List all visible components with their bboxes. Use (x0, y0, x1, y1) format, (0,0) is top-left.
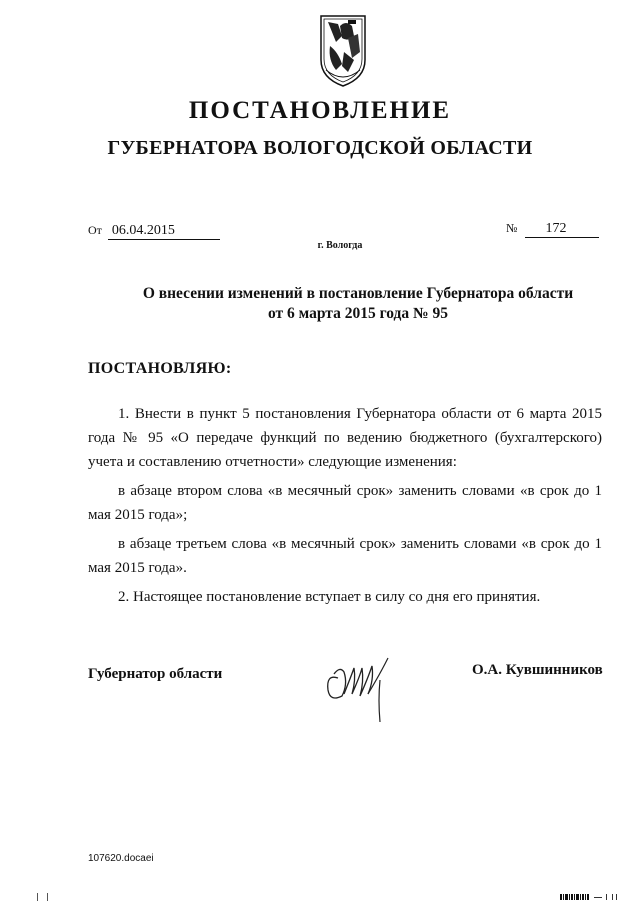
document-subtitle: ГУБЕРНАТОРА ВОЛОГОДСКОЙ ОБЛАСТИ (107, 137, 533, 159)
number-value: 172 (525, 221, 599, 238)
date-prefix: От (88, 223, 102, 237)
date-value: 06.04.2015 (108, 223, 220, 240)
vologda-coat-of-arms-icon (318, 12, 368, 88)
paragraph: в абзаце третьем слова «в месячный срок» заменить словами «в срок до 1 мая 2015 года». (88, 536, 602, 576)
paragraph: 1. Внести в пункт 5 постановления Губернатора области от 6 марта 2015 года № 95 «О передаче функций по ведению бюджетного (бухгалтерского) учета и составлению отчетности» следующие изменения: (88, 406, 602, 470)
scan-marks-icon (36, 892, 56, 902)
handwritten-signature-icon (318, 644, 400, 724)
document-heading (0, 284, 640, 324)
city-label: г. Вологда (317, 240, 363, 251)
signer-name: О.А. Кувшинников (472, 662, 603, 678)
number-prefix: № (506, 221, 518, 235)
date-field (88, 222, 220, 240)
file-name: 107620.docaei (88, 853, 154, 864)
document-body (88, 402, 602, 609)
barcode-icon (560, 893, 620, 901)
document-title: ПОСТАНОВЛЕНИЕ (188, 97, 452, 124)
number-field (506, 220, 599, 238)
decree-word: ПОСТАНОВЛЯЮ: (88, 360, 232, 377)
heading-line-1: О внесении изменений в постановление Губернатора области (142, 285, 574, 302)
heading-line-2: от 6 марта 2015 года № 95 (268, 305, 448, 322)
paragraph: в абзаце втором слова «в месячный срок» заменить словами «в срок до 1 мая 2015 года»; (88, 483, 602, 523)
signer-position: Губернатор области (88, 666, 223, 682)
paragraph: 2. Настоящее постановление вступает в силу со дня его принятия. (118, 589, 541, 605)
